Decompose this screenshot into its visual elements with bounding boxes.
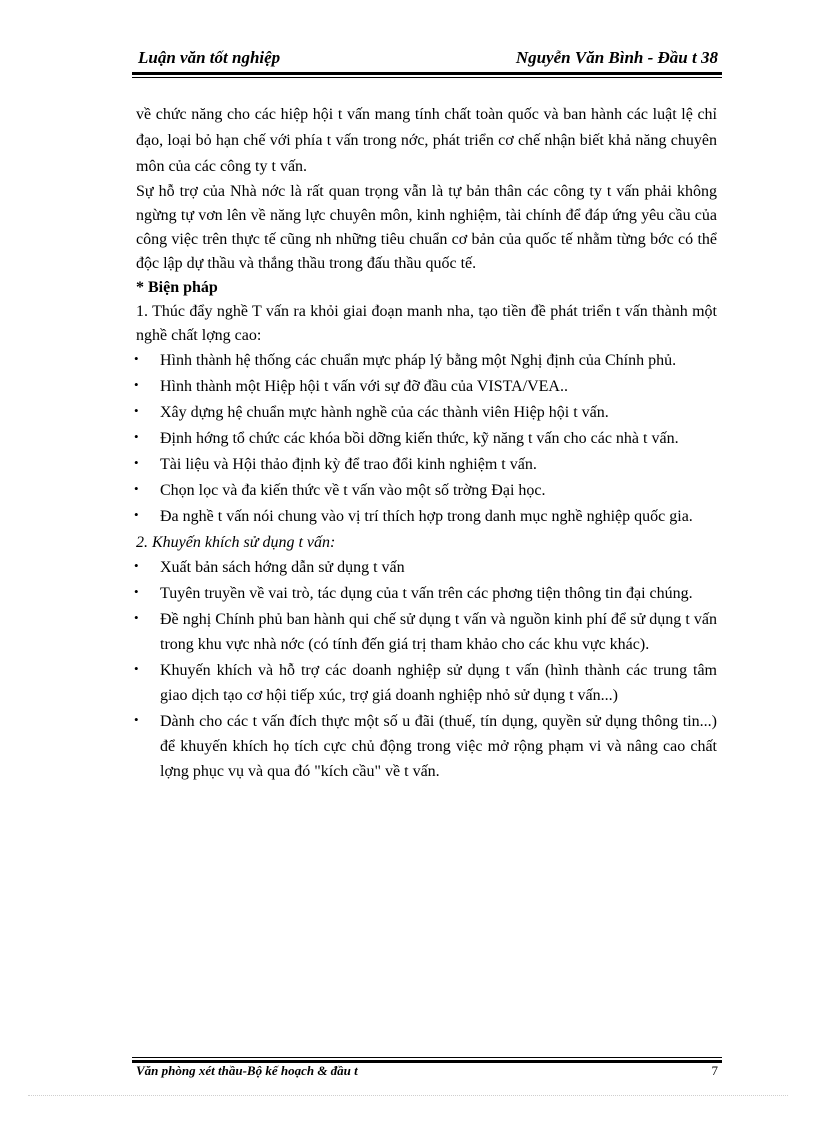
list-item: • Chọn lọc và đa kiến thức về t vấn vào một số trờng Đại học. bbox=[136, 478, 717, 503]
bullet-icon: • bbox=[134, 661, 139, 676]
bullet-icon: • bbox=[134, 429, 139, 444]
paragraph-2: Sự hỗ trợ của Nhà nớc là rất quan trọng vẫn là tự bản thân các công ty t vấn phải không ngừng tự vơn lên về năng lực chuyên môn, kinh nghiệm, tài chính để đáp ứng yêu cầu của công việc trên thực tế cũng nh những tiêu chuẩn cơ bản của quốc tế nhằm từng bớc có thể độc lập dự thầu và thắng thầu trong đấu thầu quốc tế. bbox=[136, 183, 717, 272]
list-item: • Tài liệu và Hội thảo định kỳ để trao đổi kinh nghiệm t vấn. bbox=[136, 452, 717, 477]
bullet-icon: • bbox=[134, 610, 139, 625]
footer-office: Văn phòng xét thầu-Bộ kế hoạch & đầu t bbox=[136, 1063, 358, 1078]
numbered-item-2: 2. Khuyến khích sử dụng t vấn: bbox=[136, 534, 336, 551]
numbered-item-1: 1. Thúc đẩy nghề T vấn ra khỏi giai đoạn manh nha, tạo tiền đề phát triển t vấn thành một nghề chất lợng cao: bbox=[136, 303, 717, 344]
bullet-icon: • bbox=[134, 507, 139, 522]
page-number: 7 bbox=[711, 1063, 718, 1078]
bullet-icon: • bbox=[134, 481, 139, 496]
bullet-icon: • bbox=[134, 403, 139, 418]
list-item: • Tuyên truyền về vai trò, tác dụng của t vấn trên các phơng tiện thông tin đại chúng. bbox=[136, 581, 717, 606]
header-author-page: Nguyễn Văn Bình - Đầu t 38 bbox=[515, 48, 718, 67]
header-rule-thin bbox=[132, 77, 722, 78]
bullet-list-1 bbox=[136, 348, 717, 529]
bullet-icon: • bbox=[134, 455, 139, 470]
bullet-icon: • bbox=[134, 584, 139, 599]
list-item: • Dành cho các t vấn đích thực một số u đãi (thuế, tín dụng, quyền sử dụng thông tin...) để khuyến khích họ tích cực chủ động trong việc mở rộng phạm vi và nâng cao chất lợng phục vụ và qua đó "kích cầu" về t vấn. bbox=[136, 709, 717, 784]
footer-rule-thin bbox=[132, 1057, 722, 1058]
page-edge-divider bbox=[28, 1095, 788, 1096]
page-body bbox=[136, 102, 717, 785]
page-header bbox=[132, 48, 722, 70]
bullet-icon: • bbox=[134, 377, 139, 392]
section-heading: * Biện pháp bbox=[136, 279, 218, 296]
list-item: • Khuyến khích và hỗ trợ các doanh nghiệp sử dụng t vấn (hình thành các trung tâm giao dịch tạo cơ hội tiếp xúc, trợ giá doanh nghiệp nhỏ sử dụng t vấn...) bbox=[136, 658, 717, 708]
list-item: • Đề nghị Chính phủ ban hành qui chế sử dụng t vấn và nguồn kinh phí để sử dụng t vấn trong khu vực nhà nớc (có tính đến giá trị tham khảo cho các khu vực khác). bbox=[136, 607, 717, 657]
page-footer bbox=[136, 1063, 718, 1081]
list-item: • Xuất bản sách hớng dẫn sử dụng t vấn bbox=[136, 555, 717, 580]
paragraph-1: về chức năng cho các hiệp hội t vấn mang tính chất toàn quốc và ban hành các luật lệ chỉ đạo, loại bỏ hạn chế với phía t vấn trong nớc, phát triển cơ chế nhận biết khả năng chuyên môn của các công ty t vấn. bbox=[136, 106, 717, 175]
header-rule-thick bbox=[132, 72, 722, 75]
list-item: • Hình thành hệ thống các chuẩn mực pháp lý bằng một Nghị định của Chính phủ. bbox=[136, 348, 717, 373]
list-item: • Hình thành một Hiệp hội t vấn với sự đỡ đầu của VISTA/VEA.. bbox=[136, 374, 717, 399]
header-thesis-title: Luận văn tốt nghiệp bbox=[138, 48, 281, 67]
list-item: • Đa nghề t vấn nói chung vào vị trí thích hợp trong danh mục nghề nghiệp quốc gia. bbox=[136, 504, 717, 529]
list-item: • Xây dựng hệ chuẩn mực hành nghề của các thành viên Hiệp hội t vấn. bbox=[136, 400, 717, 425]
bullet-icon: • bbox=[134, 712, 139, 727]
bullet-list-2 bbox=[136, 555, 717, 784]
bullet-icon: • bbox=[134, 351, 139, 366]
bullet-icon: • bbox=[134, 558, 139, 573]
list-item: • Định hớng tổ chức các khóa bồi dỡng kiến thức, kỹ năng t vấn cho các nhà t vấn. bbox=[136, 426, 717, 451]
